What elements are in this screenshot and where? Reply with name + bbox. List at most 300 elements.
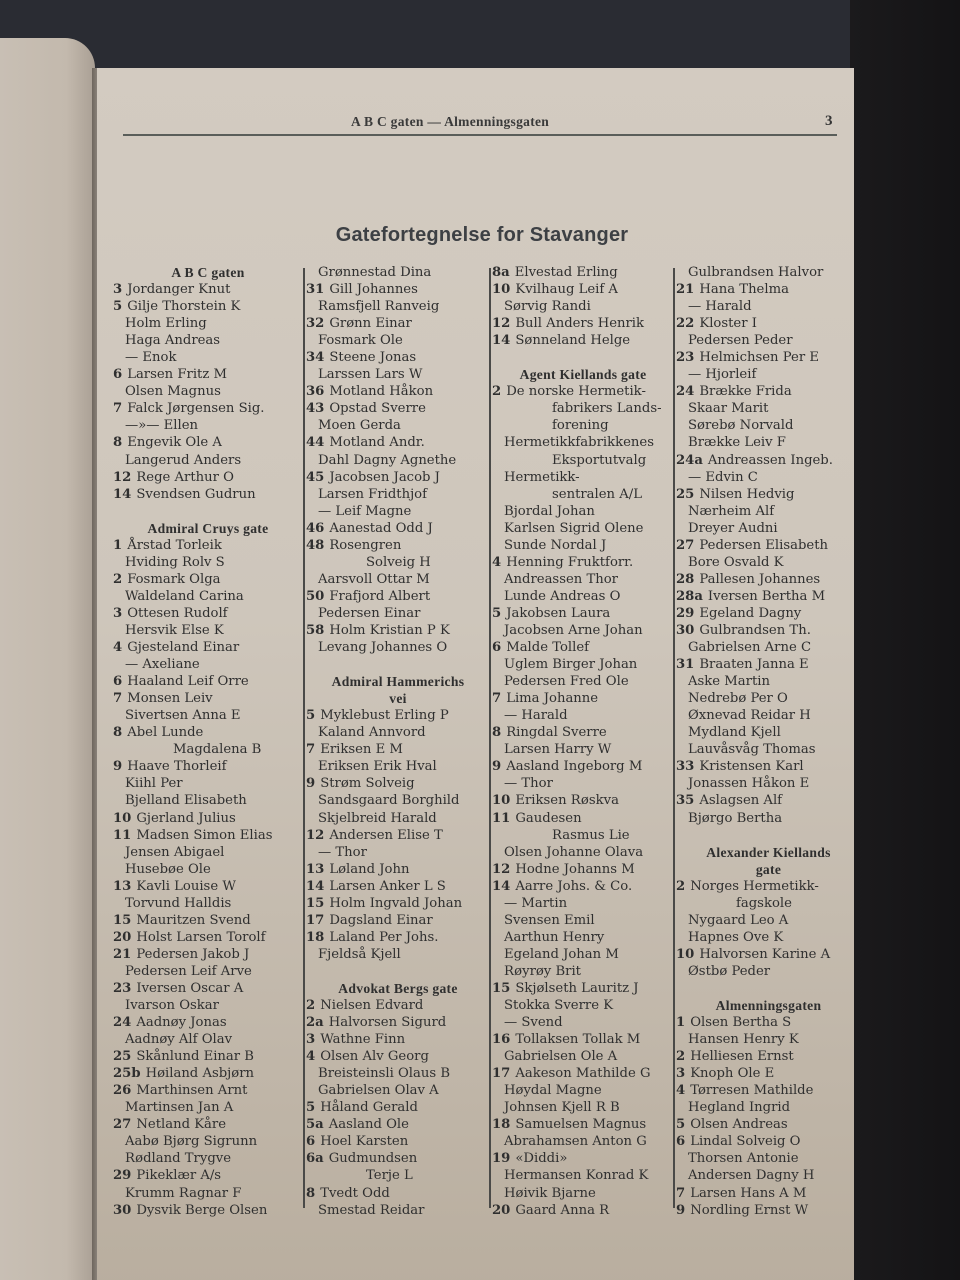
resident-name-line: Breisteinsli Olaus B xyxy=(318,1066,451,1082)
resident-name-line: Bjelland Elisabeth xyxy=(125,793,247,809)
resident-name-line: Sivertsen Anna E xyxy=(125,708,241,724)
resident-name: Larsen Fritz M xyxy=(127,367,227,383)
resident-name: Pedersen Jakob J xyxy=(136,946,250,962)
directory-entry xyxy=(676,1065,861,1082)
directory-entry xyxy=(676,486,861,503)
resident-name-line: Gabrielsen Ole A xyxy=(504,1049,618,1065)
directory-entry xyxy=(113,878,303,895)
resident-name: Haave Thorleif xyxy=(127,759,227,775)
resident-name: Kloster I xyxy=(699,316,757,332)
house-number: 9 xyxy=(306,776,316,792)
resident-name: Madsen Simon Elias xyxy=(136,827,273,843)
resident-name: Elvestad Erling xyxy=(514,265,618,280)
resident-name-line: Aske Martin xyxy=(688,674,770,690)
house-number: 10 xyxy=(492,793,511,809)
resident-name-line: Hermansen Konrad K xyxy=(504,1168,649,1184)
house-number: 24a xyxy=(676,452,703,468)
directory-entry xyxy=(676,537,861,554)
resident-name-line: Gabrielsen Arne C xyxy=(688,640,812,656)
resident-name-line: —»— Ellen xyxy=(125,418,198,434)
resident-name: Laland Per Johs. xyxy=(329,929,439,945)
resident-name: Iversen Bertha M xyxy=(707,588,826,604)
resident-name-line: Lunde Andreas O xyxy=(504,588,621,604)
resident-name-line: Kaland Annvord xyxy=(318,725,426,741)
resident-name-line: Hegland Ingrid xyxy=(688,1100,791,1116)
resident-name: Aanestad Odd J xyxy=(329,520,433,536)
directory-entry xyxy=(113,281,303,298)
street-heading: Admiral Hammerichs xyxy=(331,674,465,690)
resident-name: Jacobsen Jacob J xyxy=(329,469,440,485)
house-number: 5 xyxy=(113,299,123,315)
resident-name-line: Øxnevad Reidar H xyxy=(688,708,811,724)
resident-name: Kvilhaug Leif A xyxy=(515,282,618,298)
street-heading: Advokat Bergs gate xyxy=(338,980,458,996)
resident-name-line: — Svend xyxy=(504,1015,563,1031)
resident-name: Myklebust Erling P xyxy=(320,708,449,724)
resident-name-line: Rødland Trygve xyxy=(125,1151,232,1167)
page-title: Gatefortegnelse for Stavanger xyxy=(335,224,629,246)
resident-name: Gjerland Julius xyxy=(136,810,236,826)
resident-name-line: — Thor xyxy=(318,844,367,860)
house-number: 29 xyxy=(676,605,695,621)
directory-entry xyxy=(113,639,303,656)
directory-entry xyxy=(113,571,303,588)
resident-name-line: Hansen Henry K xyxy=(688,1032,799,1048)
resident-name-line: Svensen Emil xyxy=(504,912,595,928)
resident-name-line: Moen Gerda xyxy=(318,418,401,434)
house-number: 23 xyxy=(113,980,132,996)
house-number: 10 xyxy=(113,810,132,826)
directory-entry xyxy=(676,281,861,298)
resident-name-line: Dahl Dagny Agnethe xyxy=(318,452,457,468)
resident-name-line: Aarthun Henry xyxy=(504,929,605,945)
page-number: 3 xyxy=(825,113,833,129)
resident-name-line: Aadnøy Alf Olav xyxy=(125,1032,233,1048)
house-number: 48 xyxy=(306,537,325,553)
resident-name-line: Lauvåsvåg Thomas xyxy=(688,742,816,758)
spacer xyxy=(306,656,490,673)
resident-name: Opstad Sverre xyxy=(329,401,426,417)
resident-name-line: Johnsen Kjell R B xyxy=(504,1100,620,1116)
directory-entry xyxy=(306,1048,490,1065)
resident-name-line: Thorsen Antonie xyxy=(688,1151,799,1167)
house-number: 28a xyxy=(676,588,703,604)
house-number: 50 xyxy=(306,588,325,604)
directory-entry xyxy=(492,332,674,349)
house-number: 9 xyxy=(676,1202,686,1218)
house-number: 23 xyxy=(676,350,695,366)
house-number: 32 xyxy=(306,316,325,332)
street-heading: Almenningsgaten xyxy=(715,998,822,1014)
resident-name-line: — Leif Magne xyxy=(318,503,412,519)
directory-entry xyxy=(306,1185,490,1202)
resident-name-line: Uglem Birger Johan xyxy=(504,657,638,673)
house-number: 43 xyxy=(306,401,325,417)
directory-entry xyxy=(676,1202,861,1219)
resident-name-line: Pedersen Peder xyxy=(688,333,793,349)
directory-entry xyxy=(306,315,490,332)
resident-name: Gjesteland Einar xyxy=(127,640,240,656)
spacer xyxy=(676,827,861,844)
resident-name: Steene Jonas xyxy=(329,350,417,366)
resident-name: Nilsen Hedvig xyxy=(699,486,795,502)
resident-name: Lindal Solveig O xyxy=(690,1134,801,1150)
resident-name-line: Fjeldså Kjell xyxy=(318,946,401,962)
spacer xyxy=(113,503,303,520)
resident-name: Olsen Bertha S xyxy=(690,1015,792,1031)
house-number: 2 xyxy=(492,384,502,400)
resident-name-line: — Martin xyxy=(504,895,568,911)
house-number: 6 xyxy=(492,640,502,656)
directory-entry xyxy=(492,383,674,400)
house-number: 4 xyxy=(676,1083,686,1099)
resident-name: Gaudesen xyxy=(515,810,582,826)
house-number: 14 xyxy=(306,878,325,894)
resident-name: Pikeklær A/s xyxy=(136,1168,222,1184)
resident-name-line: Sunde Nordal J xyxy=(504,537,607,553)
resident-name: Tvedt Odd xyxy=(320,1185,390,1201)
house-number: 33 xyxy=(676,759,695,775)
directory-entry xyxy=(113,1082,303,1099)
house-number: 2 xyxy=(676,878,686,894)
resident-name-line: Sørebø Norvald xyxy=(688,418,794,434)
background-surface-right xyxy=(850,0,960,1280)
house-number: 3 xyxy=(676,1066,686,1082)
resident-name: Strøm Solveig xyxy=(320,776,415,792)
resident-name: Dagsland Einar xyxy=(329,912,433,928)
resident-name: Gaard Anna R xyxy=(515,1202,610,1218)
house-number: 26 xyxy=(113,1083,132,1099)
entry-continuation: Solveig H xyxy=(366,554,431,570)
house-number: 8 xyxy=(492,725,502,741)
entry-continuation: Terje L xyxy=(366,1168,413,1184)
directory-entry xyxy=(676,1185,861,1202)
resident-name: Eriksen Røskva xyxy=(515,793,619,809)
resident-name-line: Hapnes Ove K xyxy=(688,929,784,945)
house-number: 6 xyxy=(306,1134,316,1150)
house-number: 25b xyxy=(113,1066,141,1082)
column-divider xyxy=(673,268,675,1208)
house-number: 35 xyxy=(676,793,695,809)
resident-name-line: Sørvig Randi xyxy=(504,299,591,315)
resident-name: Halvorsen Karine A xyxy=(699,946,831,962)
house-number: 7 xyxy=(492,691,502,707)
directory-entry xyxy=(306,1031,490,1048)
resident-name-line: Larsen Fridthjof xyxy=(318,486,427,502)
resident-name-line: Pedersen Fred Ole xyxy=(504,674,629,690)
resident-name: Tørresen Mathilde xyxy=(690,1083,814,1099)
house-number: 7 xyxy=(113,691,123,707)
directory-entry xyxy=(492,980,674,997)
resident-name: Brække Frida xyxy=(699,384,792,400)
house-number: 21 xyxy=(676,282,695,298)
directory-entry xyxy=(113,758,303,775)
resident-name-line: Larsen Harry W xyxy=(504,742,612,758)
resident-name-line: Langerud Anders xyxy=(125,452,242,468)
resident-name: Holm Kristian P K xyxy=(329,622,450,638)
house-number: 5a xyxy=(306,1117,324,1133)
directory-entry xyxy=(492,1031,674,1048)
directory-entry xyxy=(676,605,861,622)
resident-name: Gudmundsen xyxy=(328,1151,418,1167)
spacer xyxy=(676,980,861,997)
street-heading: gate xyxy=(755,861,782,877)
resident-name: Andersen Elise T xyxy=(329,827,443,843)
resident-name: Aasland Ingeborg M xyxy=(506,759,643,775)
resident-name-line: Nedrebø Per O xyxy=(688,691,788,707)
house-number: 31 xyxy=(306,282,325,298)
directory-entry xyxy=(306,1116,490,1133)
resident-name: Helmichsen Per E xyxy=(699,350,819,366)
resident-name-line: — Harald xyxy=(688,299,752,315)
resident-name: Årstad Torleik xyxy=(127,537,222,553)
resident-name: Netland Kåre xyxy=(136,1117,227,1133)
resident-name-line: Grønnestad Dina xyxy=(318,265,432,280)
resident-name: Løland John xyxy=(329,861,410,877)
resident-name: Gulbrandsen Th. xyxy=(699,622,811,638)
house-number: 30 xyxy=(113,1202,132,1218)
house-number: 27 xyxy=(113,1117,132,1133)
resident-name: Motland Andr. xyxy=(329,435,425,451)
directory-entry xyxy=(676,1048,861,1065)
resident-name-line: Østbø Peder xyxy=(688,963,771,979)
directory-entry xyxy=(492,639,674,656)
resident-name: Kavli Louise W xyxy=(136,878,236,894)
resident-name-line: Levang Johannes O xyxy=(318,640,448,656)
directory-entry xyxy=(113,1116,303,1133)
background-surface xyxy=(0,0,960,70)
resident-name-line: Torvund Halldis xyxy=(125,895,232,911)
resident-name: Skjølseth Lauritz J xyxy=(515,980,639,996)
house-number: 5 xyxy=(676,1117,686,1133)
resident-name-line: Aarsvoll Ottar M xyxy=(318,571,430,587)
house-number: 14 xyxy=(113,486,132,502)
directory-entry xyxy=(113,912,303,929)
house-number: 31 xyxy=(676,657,695,673)
resident-name-line: Pedersen Leif Arve xyxy=(125,963,252,979)
resident-name: Jordanger Knut xyxy=(127,282,231,298)
resident-name: Monsen Leiv xyxy=(127,691,213,707)
resident-name: Knoph Ole E xyxy=(690,1066,775,1082)
running-head xyxy=(97,114,854,134)
column-3 xyxy=(492,264,674,1224)
directory-entry xyxy=(113,1065,303,1082)
house-number: 6 xyxy=(113,367,123,383)
directory-entry xyxy=(306,1133,490,1150)
directory-entry xyxy=(306,707,490,724)
resident-name: Henning Fruktforr. xyxy=(506,554,634,570)
house-number: 4 xyxy=(306,1049,316,1065)
resident-name: Tollaksen Tollak M xyxy=(515,1032,641,1048)
resident-name-line: Bjørgo Bertha xyxy=(688,810,783,826)
directory-entry xyxy=(306,1150,490,1167)
resident-name-line: Skaar Marit xyxy=(688,401,769,417)
house-number: 14 xyxy=(492,333,511,349)
directory-entry xyxy=(113,469,303,486)
directory-entry xyxy=(113,810,303,827)
directory-entry xyxy=(676,792,861,809)
resident-name: «Diddi» xyxy=(515,1151,568,1167)
resident-name: Aslagsen Alf xyxy=(699,793,783,809)
house-number: 28 xyxy=(676,571,695,587)
directory-entry xyxy=(306,1099,490,1116)
resident-name-line: Hermetikkfabrikkenes xyxy=(504,435,654,451)
directory-entry xyxy=(492,690,674,707)
resident-name-line: Bore Osvald K xyxy=(688,554,784,570)
resident-name: Engevik Ole A xyxy=(127,435,222,451)
resident-name: Skånlund Einar B xyxy=(136,1049,254,1065)
directory-entry xyxy=(676,1116,861,1133)
directory-entry xyxy=(306,400,490,417)
house-number: 15 xyxy=(113,912,132,928)
house-number: 6a xyxy=(306,1151,324,1167)
previous-page-edge xyxy=(0,38,95,1280)
resident-name: Håland Gerald xyxy=(320,1100,418,1116)
resident-name-line: Bjordal Johan xyxy=(504,503,595,519)
resident-name: Høiland Asbjørn xyxy=(145,1066,255,1082)
directory-entry xyxy=(113,366,303,383)
house-number: 12 xyxy=(113,469,132,485)
house-number: 13 xyxy=(113,878,132,894)
directory-entry xyxy=(306,741,490,758)
directory-entry xyxy=(676,349,861,366)
resident-name: Rege Arthur O xyxy=(136,469,234,485)
resident-name: Aasland Ole xyxy=(328,1117,409,1133)
resident-name-line: Røyrøy Brit xyxy=(504,963,581,979)
resident-name: Ottesen Rudolf xyxy=(127,605,228,621)
resident-name-line: Jonassen Håkon E xyxy=(688,776,810,792)
house-number: 46 xyxy=(306,520,325,536)
resident-name-line: Haga Andreas xyxy=(125,333,221,349)
house-number: 58 xyxy=(306,622,325,638)
house-number: 34 xyxy=(306,350,325,366)
resident-name-line: Stokka Sverre K xyxy=(504,998,614,1014)
resident-name: Holst Larsen Torolf xyxy=(136,929,266,945)
resident-name-line: Waldeland Carina xyxy=(125,588,244,604)
directory-entry xyxy=(113,1048,303,1065)
directory-entry xyxy=(676,878,861,895)
house-number: 12 xyxy=(306,827,325,843)
resident-name-line: Ramsfjell Ranveig xyxy=(318,299,440,315)
directory-entry xyxy=(676,588,861,605)
street-heading: vei xyxy=(389,691,407,707)
directory-entry xyxy=(306,827,490,844)
resident-name: Dysvik Berge Olsen xyxy=(136,1202,268,1218)
entry-continuation: Eksportutvalg xyxy=(552,452,647,468)
column-divider xyxy=(303,268,305,1208)
street-heading: Alexander Kiellands xyxy=(706,844,831,860)
resident-name-line: Olsen Johanne Olava xyxy=(504,844,644,860)
resident-name: Mauritzen Svend xyxy=(136,912,251,928)
resident-name-line: — Harald xyxy=(504,708,568,724)
running-head-title: A B C gaten — Almenningsgaten xyxy=(351,114,550,129)
directory-entry xyxy=(492,810,674,827)
house-number: 1 xyxy=(676,1015,686,1031)
house-number: 45 xyxy=(306,469,325,485)
resident-name: Frafjord Albert xyxy=(329,588,431,604)
directory-entry xyxy=(306,537,490,554)
resident-name: Ringdal Sverre xyxy=(506,725,607,741)
resident-name-line: Brække Leiv F xyxy=(688,435,786,451)
directory-entry xyxy=(306,912,490,929)
resident-name: Pallesen Johannes xyxy=(699,571,821,587)
house-number: 22 xyxy=(676,316,695,332)
directory-entry xyxy=(492,554,674,571)
column-4 xyxy=(676,264,861,1224)
spacer xyxy=(492,349,674,366)
directory-entry xyxy=(492,605,674,622)
house-number: 16 xyxy=(492,1032,511,1048)
directory-entry xyxy=(676,1082,861,1099)
entry-continuation: forening xyxy=(552,418,609,434)
resident-name: Olsen Andreas xyxy=(690,1117,788,1133)
directory-entry xyxy=(113,1014,303,1031)
house-number: 20 xyxy=(113,929,132,945)
house-number: 27 xyxy=(676,537,695,553)
directory-columns xyxy=(113,264,865,1224)
street-heading: Admiral Cruys gate xyxy=(147,520,269,536)
resident-name: Norges Hermetikk- xyxy=(690,878,819,894)
column-1 xyxy=(113,264,303,1224)
spacer xyxy=(306,963,490,980)
resident-name-line: — Thor xyxy=(504,776,553,792)
resident-name-line: Jensen Abigael xyxy=(125,844,225,860)
house-number: 30 xyxy=(676,622,695,638)
resident-name: Larsen Hans A M xyxy=(690,1185,807,1201)
resident-name-line: Nærheim Alf xyxy=(688,503,775,519)
resident-name-line: Kiihl Per xyxy=(125,776,183,792)
directory-entry xyxy=(306,775,490,792)
directory-entry xyxy=(306,281,490,298)
directory-entry xyxy=(676,1133,861,1150)
resident-name: Fosmark Olga xyxy=(127,571,221,587)
house-number: 9 xyxy=(113,759,123,775)
directory-entry xyxy=(492,724,674,741)
street-heading: A B C gaten xyxy=(171,265,245,280)
directory-entry xyxy=(113,946,303,963)
house-number: 9 xyxy=(492,759,502,775)
house-number: 14 xyxy=(492,878,511,894)
resident-name: Helliesen Ernst xyxy=(690,1049,794,1065)
directory-entry xyxy=(492,1202,674,1219)
house-number: 8a xyxy=(492,265,510,280)
house-number: 7 xyxy=(676,1185,686,1201)
resident-name: Nielsen Edvard xyxy=(320,998,424,1014)
house-number: 12 xyxy=(492,316,511,332)
resident-name: Bull Anders Henrik xyxy=(515,316,645,332)
house-number: 8 xyxy=(306,1185,316,1201)
directory-entry xyxy=(306,997,490,1014)
resident-name: Lima Johanne xyxy=(506,691,599,707)
resident-name-line: Gabrielsen Olav A xyxy=(318,1083,439,1099)
resident-name: Egeland Dagny xyxy=(699,605,802,621)
directory-entry xyxy=(676,315,861,332)
entry-continuation: Magdalena B xyxy=(173,742,262,758)
resident-name: Motland Håkon xyxy=(329,384,434,400)
house-number: 6 xyxy=(113,674,123,690)
resident-name: Jakobsen Laura xyxy=(506,605,611,621)
directory-entry xyxy=(306,520,490,537)
directory-entry xyxy=(676,383,861,400)
resident-name-line: Høydal Magne xyxy=(504,1083,602,1099)
house-number: 15 xyxy=(306,895,325,911)
resident-name: Aakeson Mathilde G xyxy=(515,1066,651,1082)
resident-name: Gilje Thorstein K xyxy=(127,299,241,315)
house-number: 11 xyxy=(113,827,132,843)
resident-name: Andreassen Ingeb. xyxy=(707,452,833,468)
directory-entry xyxy=(676,946,861,963)
house-number: 1 xyxy=(113,537,123,553)
